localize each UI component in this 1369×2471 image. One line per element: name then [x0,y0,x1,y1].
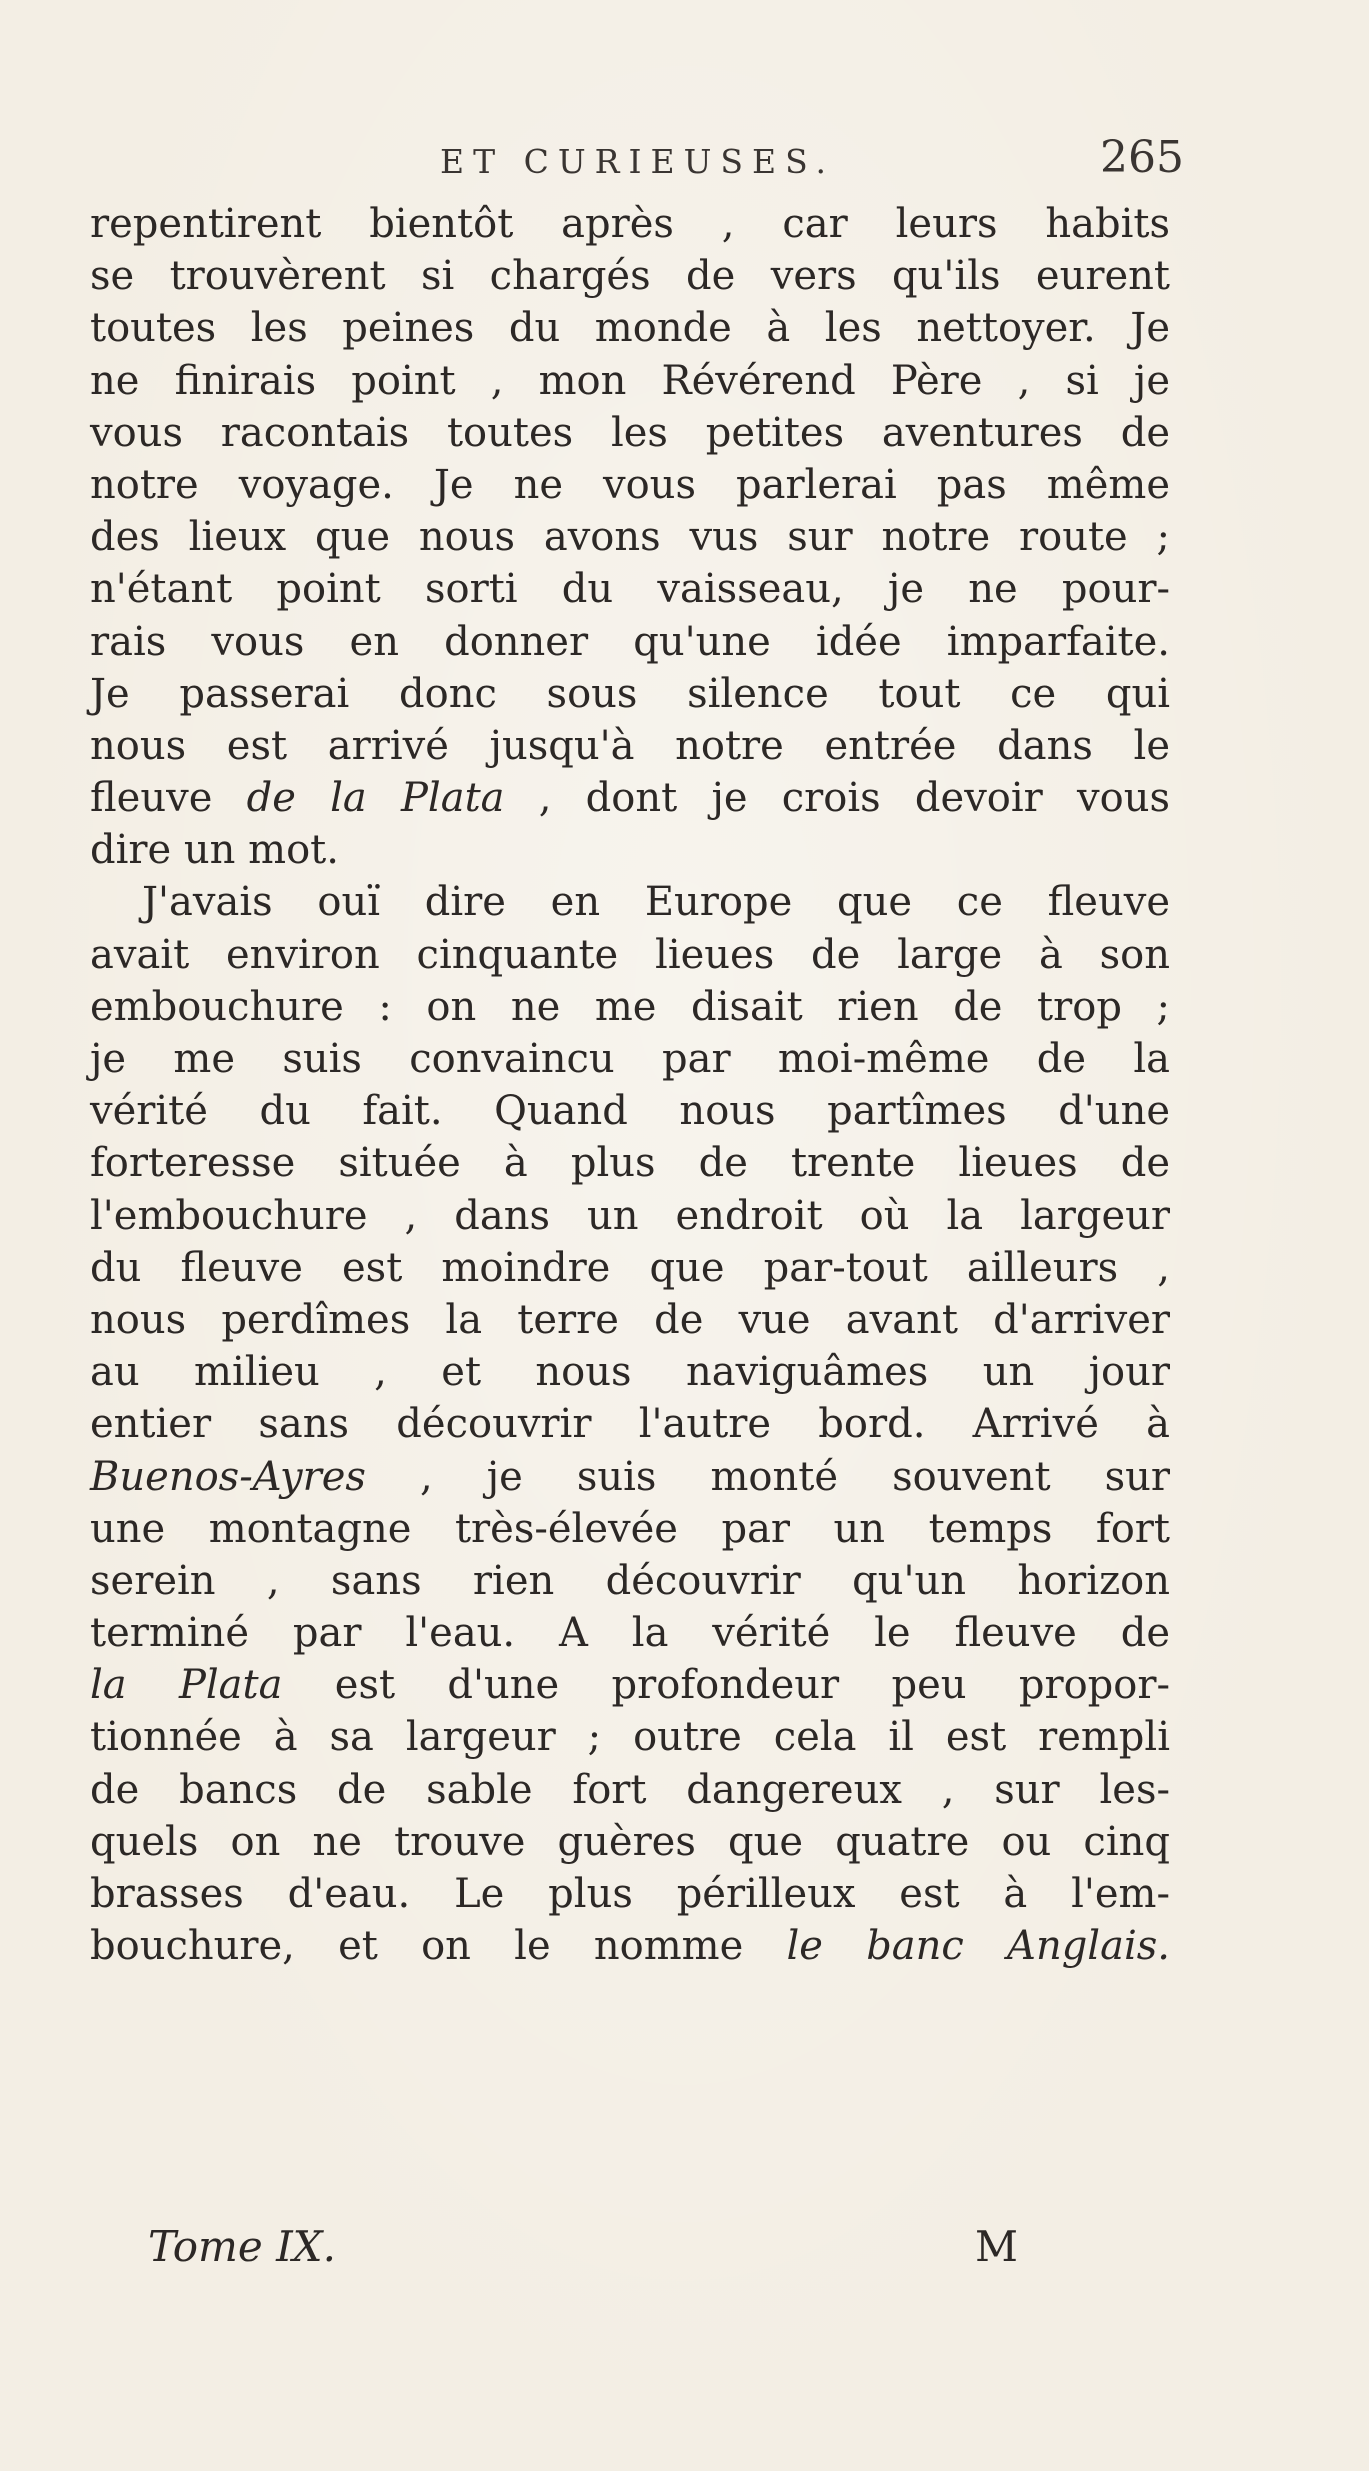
text-line: tionnée à sa largeur ; outre cela il est rempli [90,1714,1170,1761]
italic-place-name: la Plata [90,1662,283,1709]
text-line: la Plata est d'une profondeur peu propor- [90,1662,1170,1709]
text-line: du fleuve est moindre que par-tout ailleurs , [90,1244,1170,1291]
text-line: toutes les peines du monde à les nettoyer. Je [90,305,1170,352]
text-line: se trouvèrent si chargés de vers qu'ils eurent [90,253,1170,300]
text-line: vérité du fait. Quand nous partîmes d'une [90,1088,1170,1135]
text-line: quels on ne trouve guères que quatre ou cinq [90,1818,1170,1865]
text-line: Buenos-Ayres , je suis monté souvent sur [90,1453,1170,1500]
italic-bank-name: le banc Anglais. [786,1923,1170,1970]
text-line: brasses d'eau. Le plus périlleux est à l'em- [90,1871,1170,1917]
text-line: nous est arrivé jusqu'à notre entrée dans le [90,722,1170,769]
paragraph-end-line: dire un mot. [90,827,339,874]
text-line: je me suis convaincu par moi-même de la [90,1036,1170,1082]
italic-place-name: Buenos-Ayres [90,1453,366,1500]
signature-mark: M [975,2222,1019,2271]
running-head: ET CURIEUSES. [440,142,836,181]
volume-label: Tome IX. [148,2222,336,2271]
text-line: rais vous en donner qu'une idée imparfaite. [90,618,1170,665]
text-line: bouchure, et on le nomme le banc Anglais. [90,1923,1170,1970]
text-line: vous racontais toutes les petites aventures de [90,409,1170,456]
text-line: forteresse située à plus de trente lieues de [90,1140,1170,1187]
page-footer [0,2222,1369,2278]
text-line: des lieux que nous avons vus sur notre route ; [90,514,1170,561]
text-line: Je passerai donc sous silence tout ce qui [90,670,1170,717]
text-line: une montagne très-élevée par un temps fort [90,1505,1170,1552]
italic-place-name: de la Plata [246,775,505,822]
text-line: nous perdîmes la terre de vue avant d'arriver [90,1296,1170,1343]
text-line: terminé par l'eau. A la vérité le fleuve de [90,1610,1170,1657]
text-line: entier sans découvrir l'autre bord. Arrivé à [90,1401,1170,1448]
text-line: repentirent bientôt après , car leurs habits [90,201,1170,247]
paragraph-start-line: J'avais ouï dire en Europe que ce fleuve [142,879,1170,926]
text-line: embouchure : on ne me disait rien de trop ; [90,983,1170,1030]
page-number: 265 [1100,132,1184,183]
text-line: de bancs de sable fort dangereux , sur les- [90,1766,1170,1813]
text-line: serein , sans rien découvrir qu'un horizon [90,1557,1170,1604]
text-line: l'embouchure , dans un endroit où la largeur [90,1192,1170,1239]
text-line: fleuve de la Plata , dont je crois devoir vous [90,775,1170,822]
text-line: au milieu , et nous naviguâmes un jour [90,1349,1170,1396]
text-line: notre voyage. Je ne vous parlerai pas même [90,461,1170,508]
text-line: ne finirais point , mon Révérend Père , si je [90,357,1170,404]
text-line: n'étant point sorti du vaisseau, je ne pour- [90,566,1170,613]
body-text [90,198,1170,1972]
text-line: avait environ cinquante lieues de large à son [90,931,1170,978]
